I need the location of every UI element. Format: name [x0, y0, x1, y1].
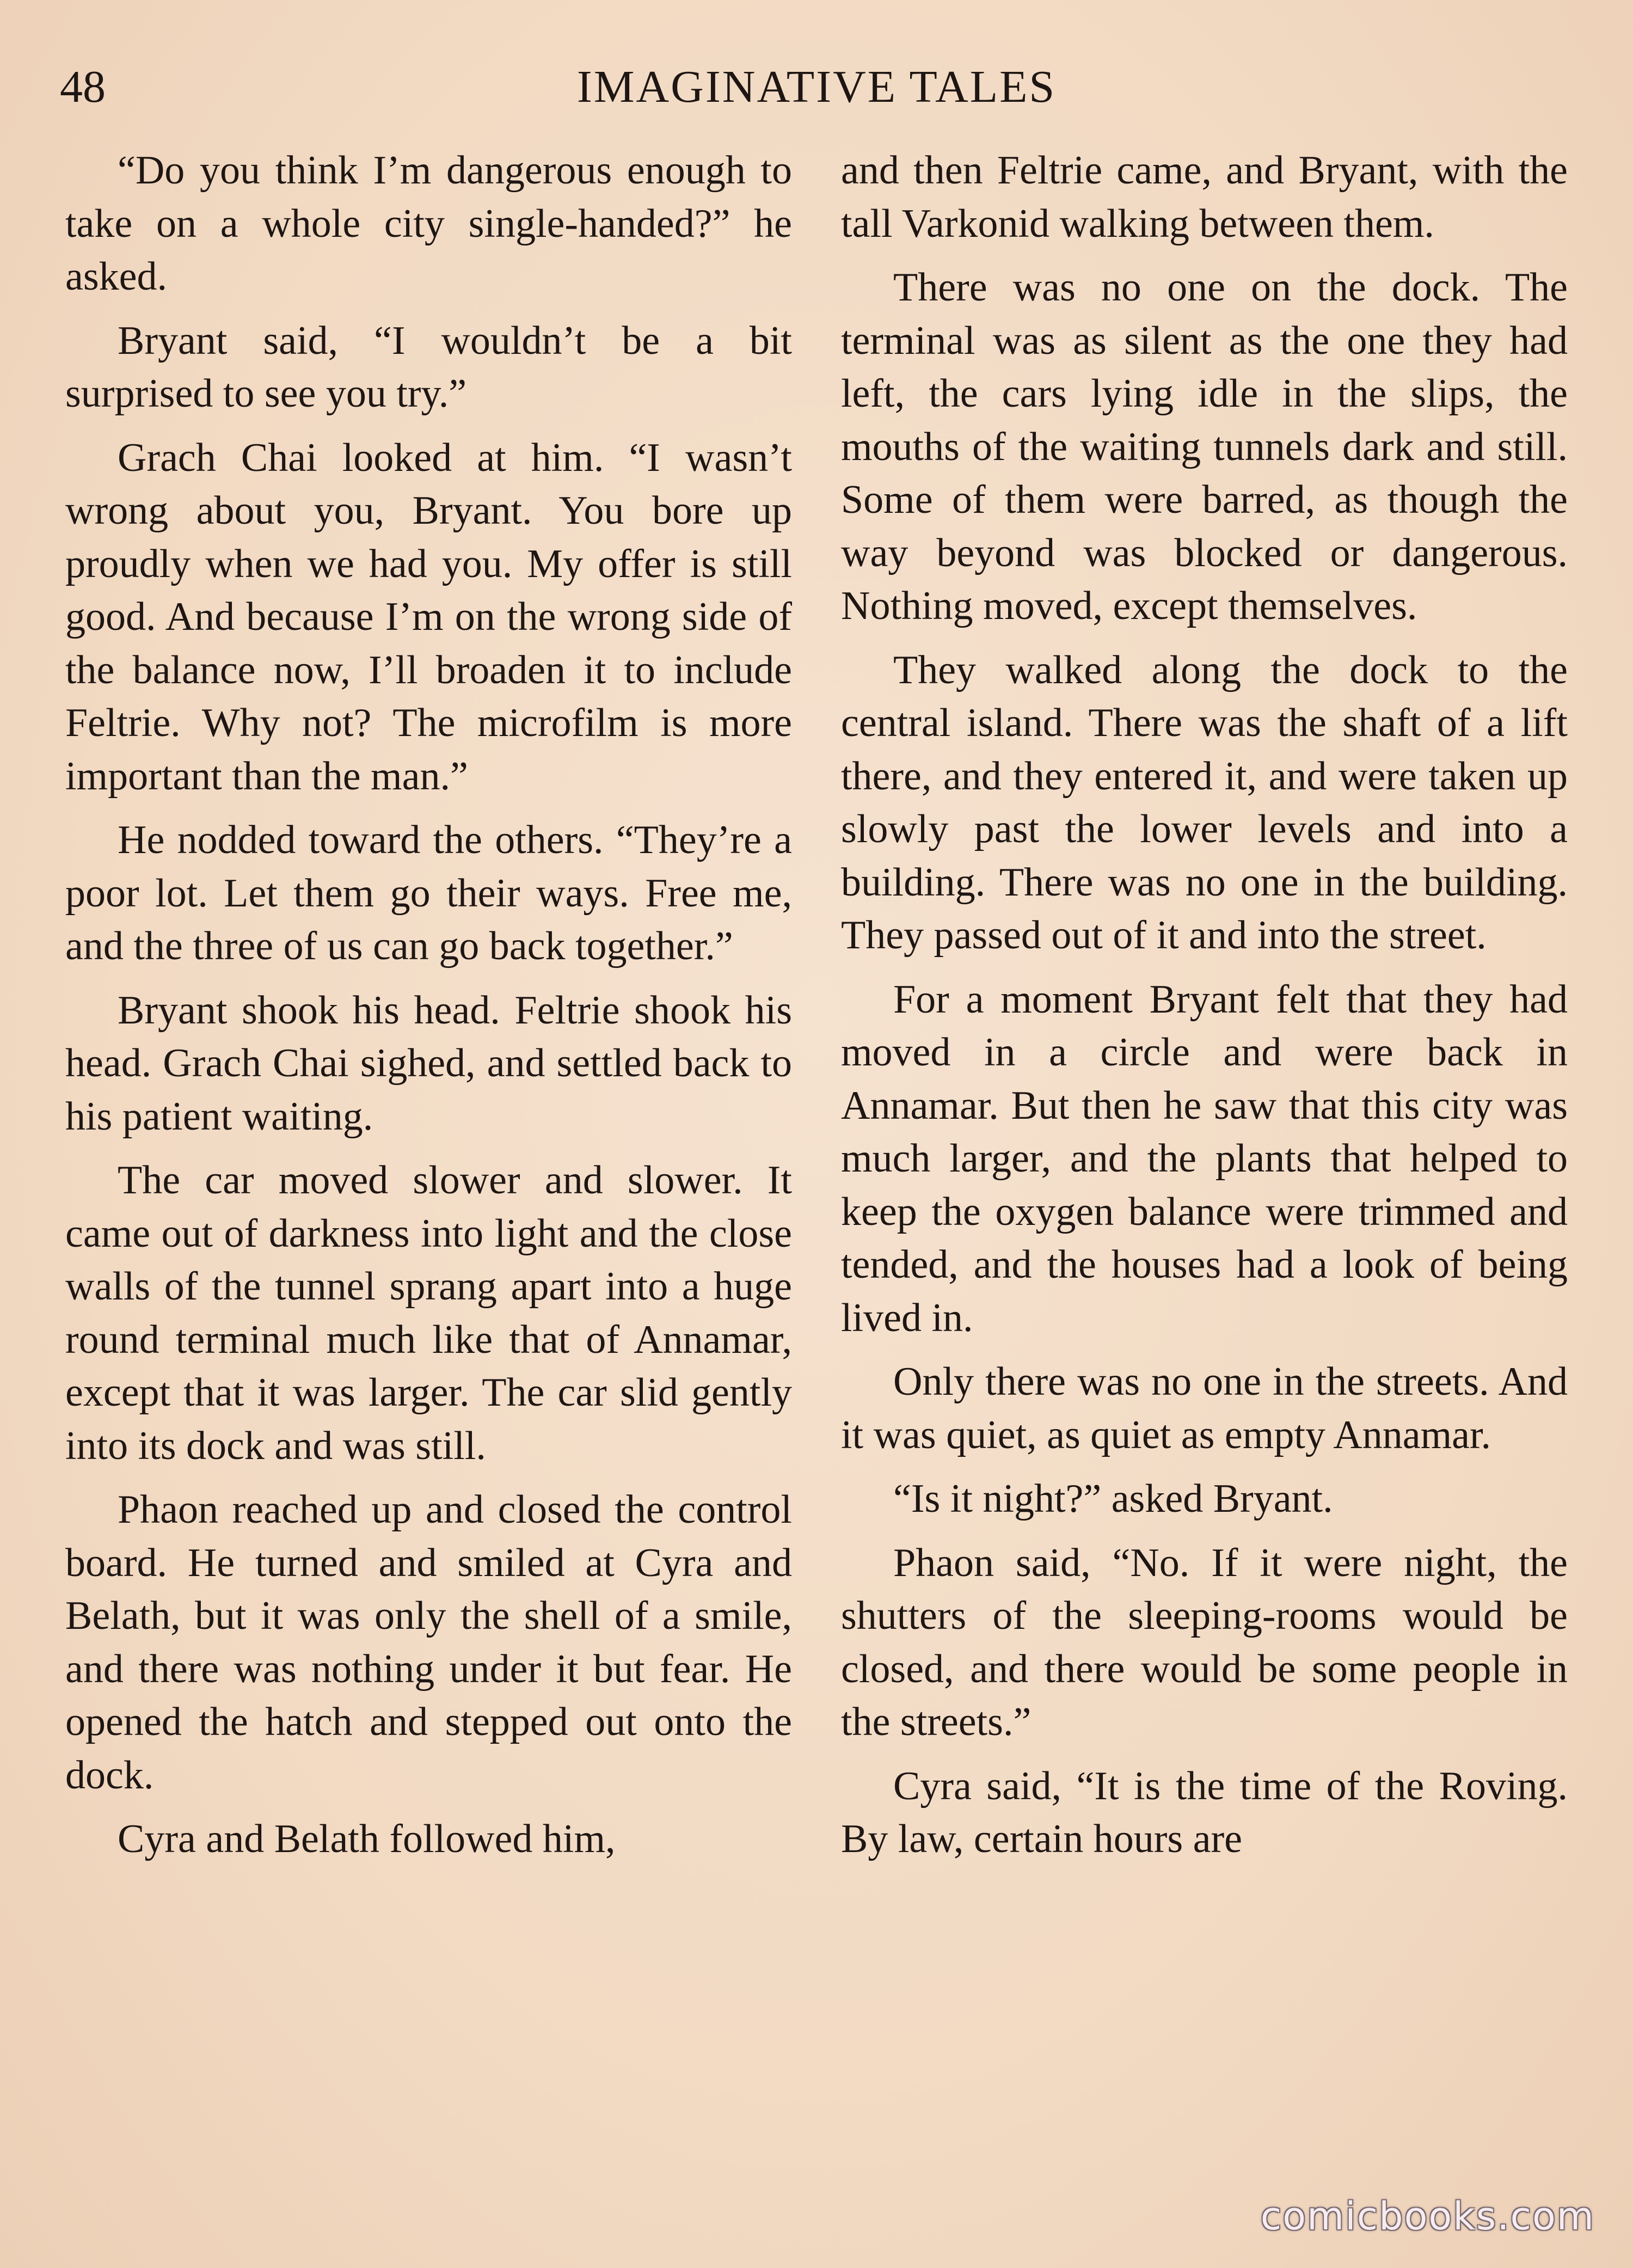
page-header: [60, 54, 1573, 120]
paragraph: He nodded toward the others. “They’re a poor lot. Let them go their ways. Free me, and the three of us can go back together.”: [65, 818, 792, 969]
paragraph: Only there was no one in the streets. And it was quiet, as quiet as empty Annamar.: [841, 1359, 1568, 1457]
paragraph: Cyra and Belath followed him,: [118, 1817, 616, 1861]
page-number: 48: [60, 62, 106, 112]
site-watermark: comicbooks.com: [1260, 2194, 1595, 2239]
right-column: [841, 144, 1568, 1866]
running-title: IMAGINATIVE TALES: [576, 62, 1057, 112]
paragraph: The car moved slower and slower. It came out of darkness into light and the close walls of the tunnel sprang apart into a huge round terminal much like that of Annamar, except that it was larger. The car slid gently into its dock and was still.: [65, 1158, 792, 1468]
paragraph: Phaon said, “No. If it were night, the shutters of the sleeping-rooms would be closed, and there would be some people in the streets.”: [841, 1540, 1568, 1744]
paragraph: “Is it night?” asked Bryant.: [893, 1476, 1333, 1521]
paragraph: Phaon reached up and closed the control board. He turned and smiled at Cyra and Belath, but it was only the shell of a smile, and there was nothing under it but fear. He opened the hatch and stepped out onto the dock.: [65, 1487, 792, 1798]
paragraph: Grach Chai looked at him. “I wasn’t wrong about you, Bryant. You bore up proudly when we had you. My offer is still good. And because I’m on the wrong side of the balance now, I’ll broaden it to include Feltrie. Why not? The microfilm is more important than the man.”: [65, 435, 792, 799]
paragraph: Bryant said, “I wouldn’t be a bit surprised to see you try.”: [65, 318, 792, 416]
paragraph-continued: and then Feltrie came, and Bryant, with the tall Varkonid walking between them.: [841, 148, 1568, 246]
paragraph: Cyra said, “It is the time of the Roving. By law, certain hours are: [841, 1763, 1568, 1861]
paragraph: They walked along the dock to the central island. There was the shaft of a lift there, and they entered it, and were taken up slowly past the lower levels and into a building. There was no one in the building. They passed out of it and into the street.: [841, 647, 1568, 958]
paragraph: Bryant shook his head. Feltrie shook his head. Grach Chai sighed, and settled back to his patient waiting.: [65, 988, 792, 1139]
paragraph: “Do you think I’m dangerous enough to take on a whole city single-handed?” he asked.: [65, 148, 792, 299]
left-column: [65, 144, 792, 1866]
paragraph: There was no one on the dock. The terminal was as silent as the one they had left, the cars lying idle in the slips, the mouths of the waiting tunnels dark and still. Some of them were barred, as though the way beyond was blocked or dangerous. Nothing moved, except themselves.: [841, 265, 1568, 628]
paragraph: For a moment Bryant felt that they had moved in a circle and were back in Annamar. But then he saw that this city was much larger, and the plants that helped to keep the oxygen balance were trimmed and tended, and the houses had a look of being lived in.: [841, 977, 1568, 1340]
